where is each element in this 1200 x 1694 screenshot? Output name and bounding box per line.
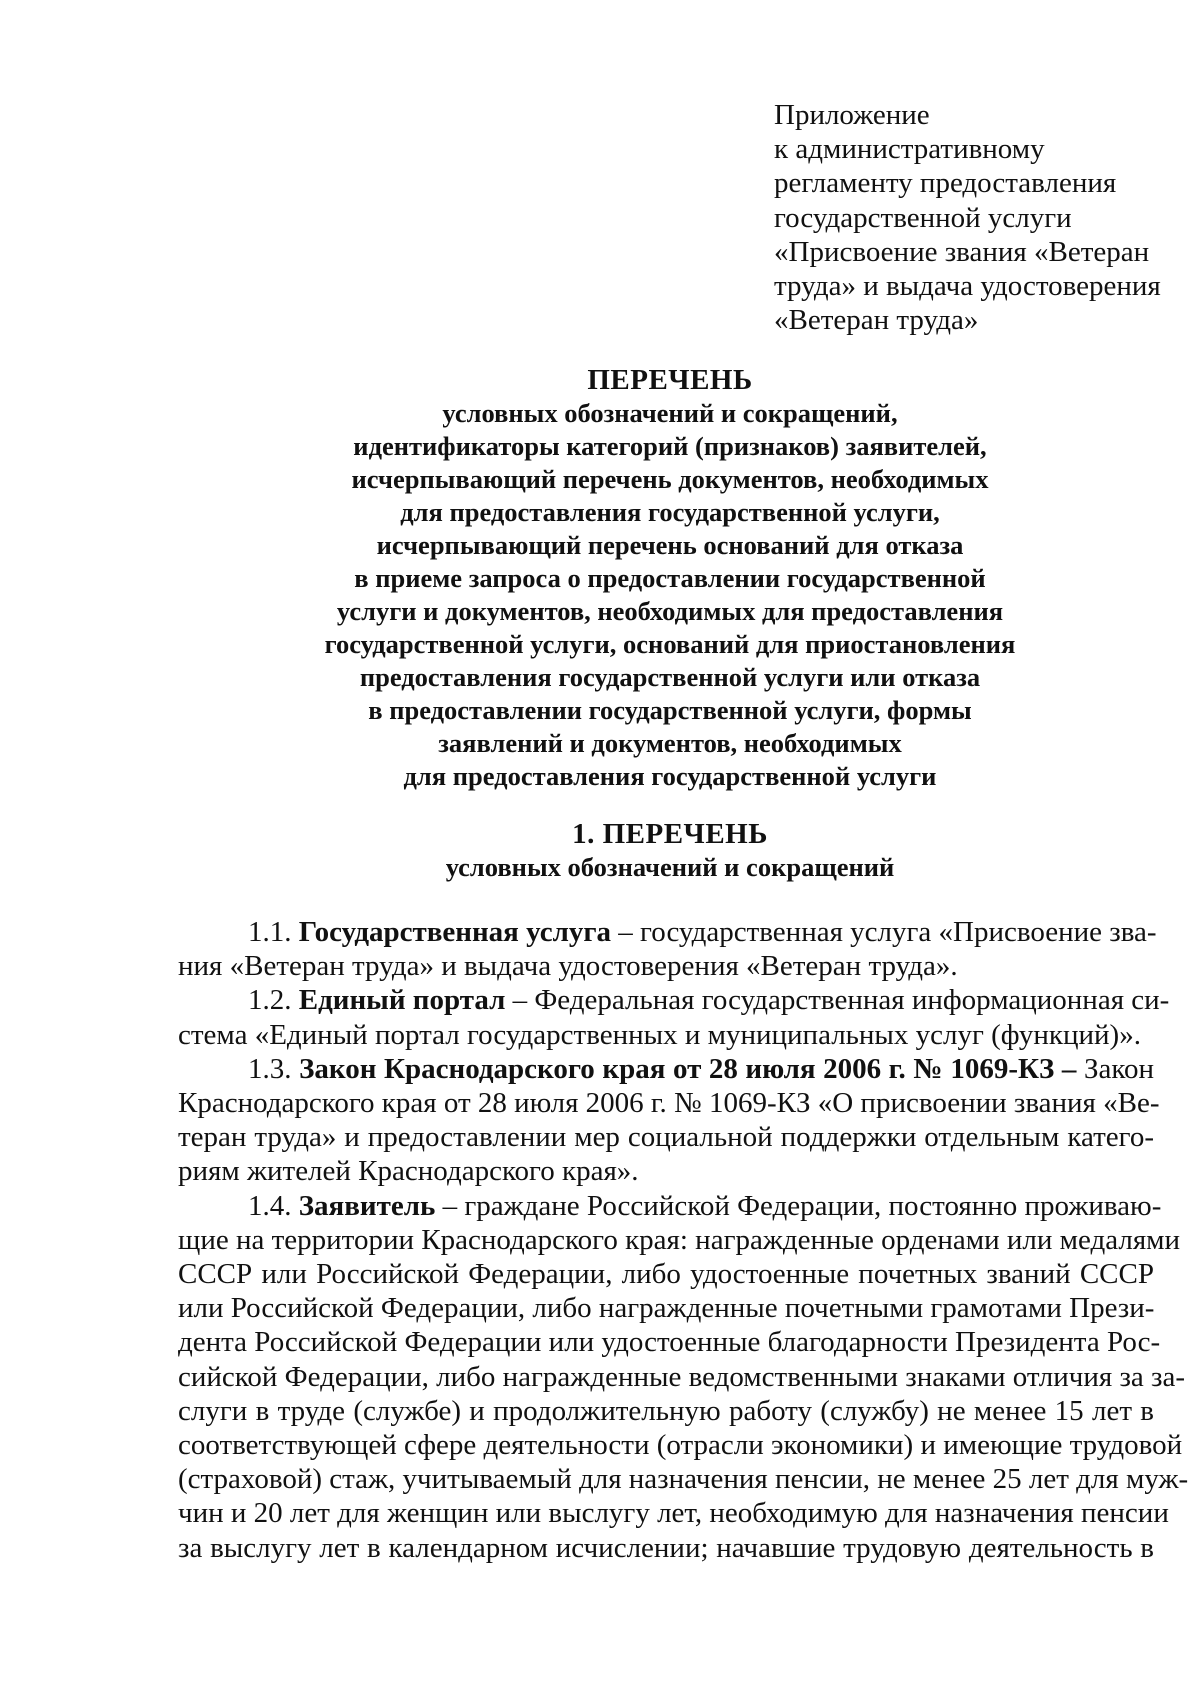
main-heading-line: услуги и документов, необходимых для предоставления bbox=[336, 596, 1004, 626]
paragraph-text: СССР или Российской Федерации, либо удостоенные почетных званий СССР bbox=[178, 1258, 1154, 1291]
paragraph-text: или Российской Федерации, либо награжденные почетными грамотами Прези- bbox=[178, 1292, 1155, 1325]
section-1-subtitle: условных обозначений и сокращений bbox=[445, 852, 895, 882]
paragraph-text: – государственная услуга «Присвоение зва- bbox=[611, 916, 1157, 948]
paragraph-text: ния «Ветеран труда» и выдача удостоверения «Ветеран труда». bbox=[178, 950, 958, 983]
paragraph-text: риям жителей Краснодарского края». bbox=[178, 1155, 639, 1188]
main-heading-line: идентификаторы категорий (признаков) заявителей, bbox=[353, 431, 987, 461]
main-heading bbox=[200, 364, 1140, 793]
term: Единый портал bbox=[298, 984, 506, 1017]
paragraph-text: щие на территории Краснодарского края: награжденные орденами или медалями bbox=[178, 1223, 1181, 1256]
appendix-line: регламенту предоставления bbox=[774, 167, 1117, 200]
paragraph-number: 1.1. bbox=[248, 916, 299, 948]
main-heading-line: государственной услуги, оснований для приостановления bbox=[324, 629, 1016, 659]
main-heading-line: исчерпывающий перечень оснований для отказа bbox=[376, 530, 964, 560]
appendix-line: «Ветеран труда» bbox=[774, 304, 979, 337]
paragraph-text: теран труда» и предоставлении мер социальной поддержки отдельным катего- bbox=[178, 1121, 1154, 1154]
main-heading-line: для предоставления государственной услуги bbox=[403, 761, 937, 791]
appendix-line: «Присвоение звания «Ветеран bbox=[774, 235, 1150, 268]
term: Закон Краснодарского края от 28 июля 2006 г. № 1069-КЗ – bbox=[299, 1052, 1077, 1085]
appendix-line: к административному bbox=[774, 133, 1045, 166]
main-heading-line: в приеме запроса о предоставлении государственной bbox=[354, 563, 986, 593]
main-heading-line: исчерпывающий перечень документов, необходимых bbox=[351, 464, 989, 494]
term: Государственная услуга bbox=[298, 916, 612, 948]
main-heading-line: заявлений и документов, необходимых bbox=[438, 728, 902, 758]
paragraph-1-4 bbox=[178, 1189, 1189, 1565]
paragraph-text: Краснодарского края от 28 июля 2006 г. № 1069-КЗ «О присвоении звания «Ве- bbox=[178, 1087, 1160, 1120]
paragraph-1-2 bbox=[178, 983, 1170, 1051]
paragraph-text: сийской Федерации, либо награжденные ведомственными знаками отличия за за- bbox=[178, 1360, 1186, 1393]
main-heading-line: условных обозначений и сокращений, bbox=[442, 398, 898, 428]
paragraph-number: 1.4. bbox=[248, 1189, 299, 1222]
paragraph-text: – граждане Российской Федерации, постоянно проживаю- bbox=[435, 1189, 1162, 1222]
appendix-note bbox=[774, 98, 1174, 337]
paragraph-text: стема «Единый портал государственных и муниципальных услуг (функций)». bbox=[178, 1018, 1141, 1051]
paragraph-1-1 bbox=[178, 915, 1157, 983]
main-heading-line: предоставления государственной услуги или отказа bbox=[359, 662, 981, 692]
main-heading-line: в предоставлении государственной услуги, формы bbox=[368, 695, 972, 725]
paragraph-text: за выслугу лет в календарном исчислении; начавшие трудовую деятельность в bbox=[178, 1531, 1154, 1564]
appendix-line: государственной услуги bbox=[774, 201, 1072, 234]
section-1-heading bbox=[200, 818, 1140, 884]
paragraph-text: чин и 20 лет для женщин или выслугу лет, необходимую для назначения пенсии bbox=[178, 1497, 1169, 1530]
main-heading-line: для предоставления государственной услуги, bbox=[400, 497, 940, 527]
main-heading-title: ПЕРЕЧЕНЬ bbox=[587, 364, 753, 396]
term: Заявитель bbox=[298, 1189, 436, 1222]
section-1-body bbox=[178, 915, 1189, 1565]
appendix-line: труда» и выдача удостоверения bbox=[774, 270, 1161, 303]
paragraph-1-3 bbox=[178, 1052, 1160, 1189]
appendix-line: Приложение bbox=[774, 99, 930, 131]
paragraph-text: дента Российской Федерации или удостоенные благодарности Президента Рос- bbox=[178, 1326, 1161, 1359]
paragraph-text: соответствующей сфере деятельности (отрасли экономики) и имеющие трудовой bbox=[178, 1429, 1183, 1462]
paragraph-text: – Федеральная государственная информационная си- bbox=[505, 984, 1170, 1017]
section-1-title: 1. ПЕРЕЧЕНЬ bbox=[572, 818, 768, 850]
paragraph-text: Закон bbox=[1076, 1052, 1154, 1085]
paragraph-text: слуги в труде (службе) и продолжительную работу (службу) не менее 15 лет в bbox=[178, 1394, 1154, 1427]
paragraph-text: (страховой) стаж, учитываемый для назначения пенсии, не менее 25 лет для муж- bbox=[178, 1463, 1189, 1496]
paragraph-number: 1.2. bbox=[248, 984, 299, 1017]
paragraph-number: 1.3. bbox=[248, 1052, 300, 1085]
